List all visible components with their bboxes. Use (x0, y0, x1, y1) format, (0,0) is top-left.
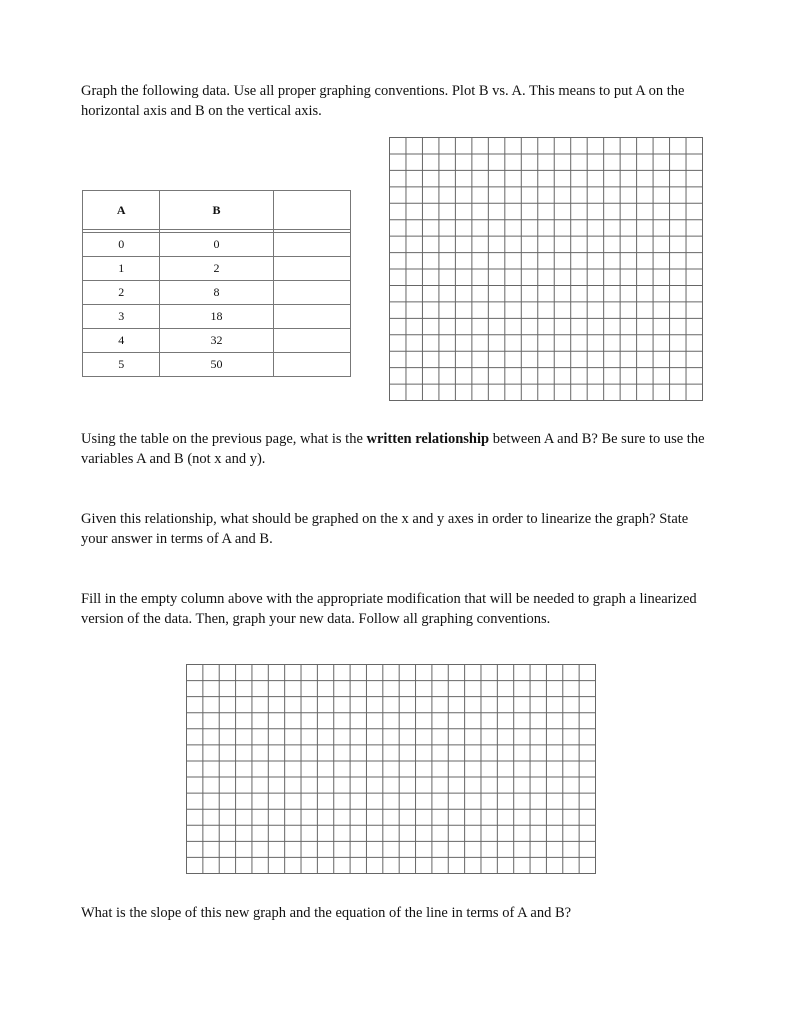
cell-a: 2 (83, 281, 160, 305)
cell-b: 2 (160, 257, 273, 281)
cell-a: 5 (83, 353, 160, 377)
question-slope: What is the slope of this new graph and the equation of the line in terms of A and B? (81, 905, 572, 921)
question-relationship (81, 429, 706, 469)
table-row (83, 233, 351, 257)
cell-b: 0 (160, 233, 273, 257)
cell-b: 50 (160, 353, 273, 377)
cell-empty (273, 353, 350, 377)
instruction-plot: Graph the following data. Use all proper graphing conventions. Plot B vs. A. This means to put A on the horizontal axis and B on the vertical axis. (81, 83, 685, 119)
graph-grid-2 (186, 664, 596, 874)
question-relationship-text-2: between A and B? Be sure to use the variables A and B (not x and y). (81, 431, 705, 467)
table-row (83, 353, 351, 377)
cell-a: 0 (83, 233, 160, 257)
header-empty (273, 191, 350, 230)
instruction-fill-column: Fill in the empty column above with the appropriate modification that will be needed to graph a linearized version of the data. Then, graph your new data. Follow all graphing conventions. (81, 591, 697, 627)
cell-empty (273, 257, 350, 281)
question-relationship-bold: written relationship (366, 431, 490, 447)
cell-a: 1 (83, 257, 160, 281)
data-table (82, 190, 351, 377)
cell-empty (273, 329, 350, 353)
table-row (83, 329, 351, 353)
question-relationship-text-1: Using the table on the previous page, what is the (81, 431, 367, 447)
cell-a: 4 (83, 329, 160, 353)
table-row (83, 257, 351, 281)
cell-b: 18 (160, 305, 273, 329)
cell-empty (273, 233, 350, 257)
cell-empty (273, 281, 350, 305)
table-header-row (83, 191, 351, 230)
cell-a: 3 (83, 305, 160, 329)
graph-grid-1 (389, 137, 703, 401)
table-row (83, 281, 351, 305)
question-linearize: Given this relationship, what should be graphed on the x and y axes in order to linearize the graph? State your answer in terms of A and B. (81, 511, 689, 547)
header-b: B (160, 191, 273, 230)
cell-b: 8 (160, 281, 273, 305)
header-a: A (83, 191, 160, 230)
cell-empty (273, 305, 350, 329)
cell-b: 32 (160, 329, 273, 353)
table-row (83, 305, 351, 329)
